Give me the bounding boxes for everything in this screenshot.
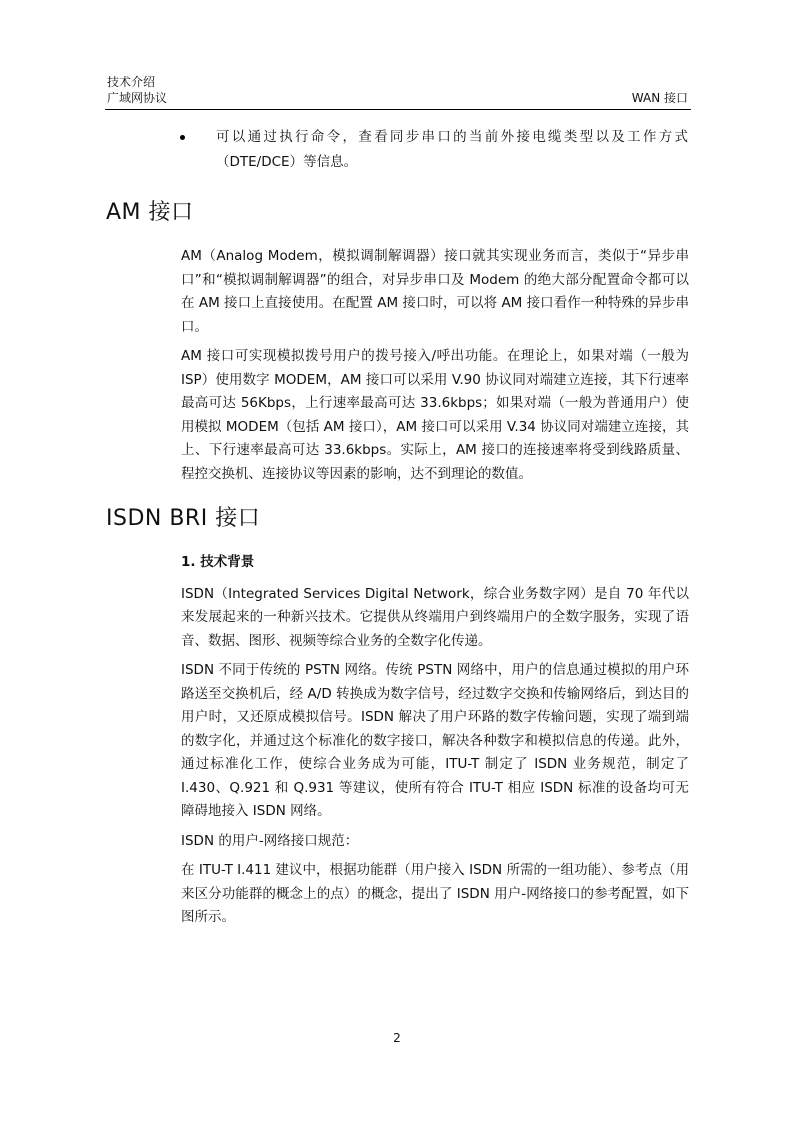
section-title-isdn: ISDN BRI 接口 [106,506,261,531]
paragraph: ISDN 的用户-网络接口规范： [181,832,359,849]
header-section-name: WAN 接口 [631,91,688,105]
subsection-title: 1. 技术背景 [181,554,255,570]
paragraph: AM（Analog Modem，模拟调制解调器）接口就其实现业务而言，类似于“异步串口”和“模拟调制解调器”的组合，对异步串口及 Modem 的绝大部分配置命令都可以在 AM 接口上直接使用。在配置 AM 接口时，可以将 AM 接口看作一种特殊的异步串口。 [181,248,689,335]
bullet-dot-icon [180,135,185,140]
paragraph: ISDN 不同于传统的 PSTN 网络。传统 PSTN 网络中，用户的信息通过模拟的用户环路送至交换机后，经 A/D 转换成为数字信号，经过数字交换和传输网络后，到达目的用户时，又还原成模拟信号。ISDN 解决了用户环路的数字传输问题，实现了端到端的数字化，并通过这个标准化的数字接口，解决各种数字和模拟信息的传递。此外，通过标准化工作，使综合业务成为可能，ITU-T 制定了 ISDN 业务规范，制定了 I.430、Q.921 和 Q.931 等建议，使所有符合 ITU-T 相应 ISDN 标准的设备均可无障碍地接入 ISDN 网络。 [181,662,689,819]
header-doc-title: 广域网协议 [107,91,168,105]
section-body-am [181,245,689,492]
paragraph: 在 ITU-T I.411 建议中，根据功能群（用户接入 ISDN 所需的一组功能）、参考点（用来区分功能群的概念上的点）的概念，提出了 ISDN 用户-网络接口的参考配置，如下图所示。 [181,862,689,925]
bullet-item [180,125,688,175]
header-doc-type: 技术介绍 [107,75,156,89]
header-left [107,74,167,106]
paragraph: ISDN（Integrated Services Digital Network，综合业务数字网）是自 70 年代以来发展起来的一种新兴技术。它提供从终端用户到终端用户的全数字服务，实现了语音、数据、图形、视频等综合业务的全数字化传递。 [181,585,689,649]
paragraph: AM 接口可实现模拟拨号用户的拨号接入/呼出功能。在理论上，如果对端（一般为 ISP）使用数字 MODEM，AM 接口可以采用 V.90 协议同对端建立连接，其下行速率最高可达 56Kbps，上行速率最高可达 33.6kbps；如果对端（一般为普通用户）使用模拟 MODEM（包括 AM 接口），AM 接口可以采用 V.34 协议同对端建立连接，其上、下行速率最高可达 33.6kbps。实际上，AM 接口的连接速率将受到线路质量、程控交换机、连接协议等因素的影响，达不到理论的数值。 [181,348,689,482]
section-title-am: AM 接口 [106,200,194,225]
page-number: 2 [393,1031,401,1045]
section-body-isdn [181,551,689,936]
header-divider [105,109,691,110]
bullet-text: 可以通过执行命令，查看同步串口的当前外接电缆类型以及工作方式（DTE/DCE）等信息。 [216,129,688,170]
